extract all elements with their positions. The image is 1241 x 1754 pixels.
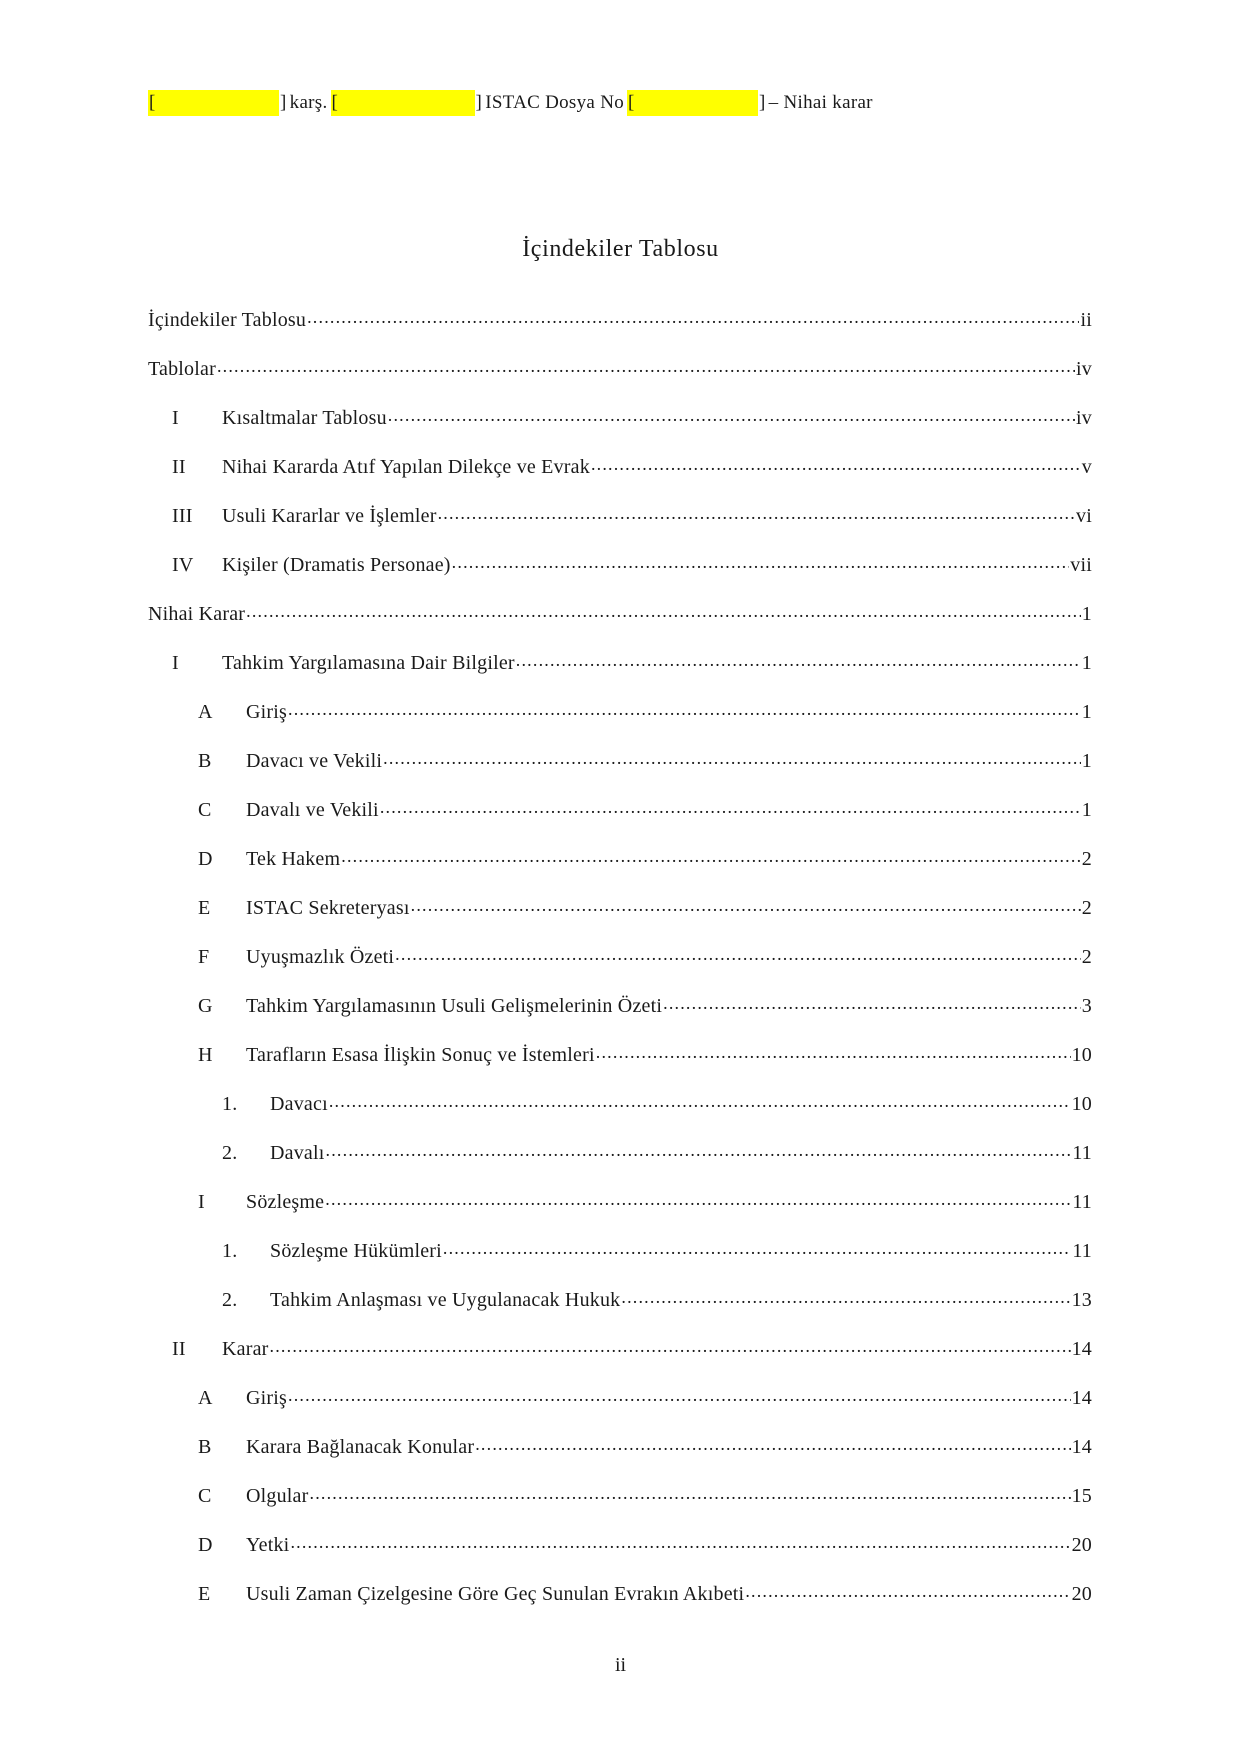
dot-leader: [325, 1188, 1071, 1208]
running-header: [148, 90, 876, 116]
toc-entry[interactable]: [148, 894, 1092, 943]
dot-leader: [395, 943, 1081, 963]
dot-leader: [388, 404, 1075, 424]
redacted-case-number-field: [: [627, 90, 758, 116]
toc-entry[interactable]: [148, 1139, 1092, 1188]
dot-leader: [307, 306, 1079, 326]
bracket-close: ]: [475, 92, 483, 113]
bracket-close: ]: [759, 92, 766, 113]
toc-entry-number: E: [198, 897, 211, 919]
toc-entry-number: G: [198, 995, 213, 1017]
toc-entry-number: F: [198, 946, 210, 968]
toc-entry-number: C: [198, 799, 212, 821]
dot-leader: [411, 894, 1081, 914]
toc-entry-page[interactable]: ii: [1080, 309, 1092, 331]
dot-leader: [516, 649, 1081, 669]
dot-leader: [246, 600, 1081, 620]
toc-entry-number: 1.: [222, 1240, 238, 1262]
toc-entry-number: E: [198, 1583, 211, 1605]
toc-entry-number: I: [172, 652, 179, 674]
toc-entry-number: B: [198, 1436, 212, 1458]
toc-entry-number: B: [198, 750, 212, 772]
redacted-claimant-field: [: [148, 90, 279, 116]
bracket-close: ]: [280, 92, 287, 113]
dot-leader: [591, 453, 1081, 473]
toc-entry[interactable]: [148, 1188, 1092, 1237]
toc-entry[interactable]: [148, 649, 1092, 698]
toc-entry[interactable]: [148, 845, 1092, 894]
case-number-label: ISTAC Dosya No: [485, 92, 625, 113]
table-of-contents: [148, 306, 1092, 1629]
toc-entry-page[interactable]: vi: [1076, 505, 1092, 527]
toc-entry-label[interactable]: Sözleşme Hükümleri: [270, 1240, 442, 1262]
toc-entry-label[interactable]: Davacı ve Vekili: [246, 750, 383, 772]
toc-entry[interactable]: [148, 551, 1092, 600]
toc-entry-number: 1.: [222, 1093, 238, 1115]
toc-entry-number: 2.: [222, 1289, 238, 1311]
toc-entry-label[interactable]: Davacı: [270, 1093, 328, 1115]
toc-entry[interactable]: [148, 943, 1092, 992]
toc-entry-page[interactable]: 20: [1071, 1583, 1092, 1605]
toc-entry[interactable]: [148, 1237, 1092, 1286]
toc-entry-label[interactable]: Uyuşmazlık Özeti: [246, 946, 395, 968]
toc-entry[interactable]: [148, 1286, 1092, 1335]
toc-entry-page[interactable]: 1: [1081, 750, 1092, 772]
toc-entry-page[interactable]: 2: [1081, 946, 1092, 968]
toc-entry-label[interactable]: Yetki: [246, 1534, 290, 1556]
toc-entry-page[interactable]: 13: [1071, 1289, 1092, 1311]
toc-entry-number: D: [198, 1534, 213, 1556]
dot-leader: [443, 1237, 1071, 1257]
toc-entry-page[interactable]: iv: [1076, 407, 1092, 429]
toc-entry-label[interactable]: Giriş: [246, 1387, 287, 1409]
toc-entry-number: 2.: [222, 1142, 238, 1164]
toc-entry-label[interactable]: Davalı ve Vekili: [246, 799, 379, 821]
toc-entry-page[interactable]: 14: [1071, 1338, 1092, 1360]
dot-leader: [745, 1580, 1070, 1600]
redacted-respondent-field: [: [331, 90, 475, 116]
toc-entry-number: IV: [172, 554, 194, 576]
toc-entry-label[interactable]: Kişiler (Dramatis Personae): [222, 554, 451, 576]
toc-entry-label[interactable]: Usuli Zaman Çizelgesine Göre Geç Sunulan Evrakın Akıbeti: [246, 1583, 745, 1605]
toc-entry-number: A: [198, 701, 213, 723]
toc-entry-page[interactable]: 14: [1071, 1436, 1092, 1458]
toc-entry[interactable]: [148, 502, 1092, 551]
toc-entry-page[interactable]: 1: [1081, 652, 1092, 674]
page-title: İçindekiler Tablosu: [522, 236, 719, 262]
toc-entry-label[interactable]: Tarafların Esasa İlişkin Sonuç ve İstemleri: [246, 1044, 595, 1066]
dot-leader: [663, 992, 1081, 1012]
toc-entry-label[interactable]: İçindekiler Tablosu: [148, 309, 307, 331]
toc-entry[interactable]: [148, 1531, 1092, 1580]
toc-entry-label[interactable]: ISTAC Sekreteryası: [246, 897, 410, 919]
toc-entry[interactable]: [148, 1433, 1092, 1482]
toc-entry-number: H: [198, 1044, 213, 1066]
toc-entry-label[interactable]: Sözleşme: [246, 1191, 325, 1213]
toc-entry[interactable]: [148, 1384, 1092, 1433]
toc-entry-page[interactable]: 15: [1071, 1485, 1092, 1507]
toc-entry-page[interactable]: 14: [1071, 1387, 1092, 1409]
toc-entry-label[interactable]: Usuli Kararlar ve İşlemler: [222, 505, 437, 527]
toc-entry-number: II: [172, 456, 186, 478]
toc-entry-page[interactable]: v: [1081, 456, 1092, 478]
dot-leader: [452, 551, 1070, 571]
toc-entry[interactable]: [148, 1041, 1092, 1090]
toc-entry-page[interactable]: 20: [1071, 1534, 1092, 1556]
toc-entry[interactable]: [148, 1090, 1092, 1139]
toc-entry-label[interactable]: Tahkim Anlaşması ve Uygulanacak Hukuk: [270, 1289, 621, 1311]
toc-entry[interactable]: [148, 992, 1092, 1041]
toc-entry-number: C: [198, 1485, 212, 1507]
dot-leader: [621, 1286, 1070, 1306]
toc-entry[interactable]: [148, 600, 1092, 649]
dot-leader: [438, 502, 1075, 522]
toc-entry-label[interactable]: Olgular: [246, 1485, 309, 1507]
toc-entry[interactable]: [148, 306, 1092, 355]
toc-entry-page[interactable]: 11: [1072, 1191, 1092, 1213]
dot-leader: [288, 1384, 1071, 1404]
toc-entry[interactable]: [148, 1335, 1092, 1384]
dot-leader: [329, 1090, 1071, 1110]
toc-entry-label[interactable]: Tahkim Yargılamasına Dair Bilgiler: [222, 652, 515, 674]
toc-entry-label[interactable]: Karar: [222, 1338, 269, 1360]
toc-entry[interactable]: [148, 698, 1092, 747]
toc-entry-page[interactable]: 1: [1081, 701, 1092, 723]
toc-entry[interactable]: [148, 453, 1092, 502]
toc-entry-label[interactable]: Giriş: [246, 701, 287, 723]
toc-entry-page[interactable]: 2: [1081, 897, 1092, 919]
toc-entry-label[interactable]: Karara Bağlanacak Konular: [246, 1436, 475, 1458]
toc-entry-page[interactable]: 3: [1081, 995, 1092, 1017]
toc-entry-page[interactable]: 2: [1081, 848, 1092, 870]
toc-entry-page[interactable]: 11: [1072, 1142, 1092, 1164]
versus-text: karş.: [289, 92, 328, 113]
dot-leader: [217, 355, 1075, 375]
toc-entry-number: I: [172, 407, 179, 429]
toc-entry[interactable]: [148, 796, 1092, 845]
dot-leader: [288, 698, 1081, 718]
dot-leader: [270, 1335, 1071, 1355]
dot-leader: [326, 1139, 1072, 1159]
dot-leader: [383, 747, 1081, 767]
toc-entry-number: A: [198, 1387, 213, 1409]
page-number: ii: [614, 1654, 627, 1676]
toc-entry-label[interactable]: Nihai Kararda Atıf Yapılan Dilekçe ve Evrak: [222, 456, 590, 478]
dot-leader: [310, 1482, 1071, 1502]
toc-entry-label[interactable]: Tahkim Yargılamasının Usuli Gelişmelerinin Özeti: [246, 995, 663, 1017]
toc-entry-label[interactable]: Nihai Karar: [148, 603, 246, 625]
dot-leader: [380, 796, 1081, 816]
toc-entry[interactable]: [148, 1482, 1092, 1531]
toc-entry-page[interactable]: 10: [1071, 1044, 1092, 1066]
toc-entry-label[interactable]: Tablolar: [148, 358, 216, 380]
toc-entry[interactable]: [148, 747, 1092, 796]
toc-entry-label[interactable]: Davalı: [270, 1142, 325, 1164]
toc-entry-number: D: [198, 848, 213, 870]
dot-leader: [475, 1433, 1070, 1453]
toc-entry-number: I: [198, 1191, 205, 1213]
toc-entry-page[interactable]: iv: [1076, 358, 1092, 380]
dot-leader: [290, 1531, 1070, 1551]
toc-entry-number: II: [172, 1338, 186, 1360]
dot-leader: [341, 845, 1081, 865]
document-type-label: – Nihai karar: [768, 92, 873, 113]
dot-leader: [596, 1041, 1071, 1061]
toc-entry-number: III: [172, 505, 193, 527]
toc-entry-page[interactable]: 1: [1081, 799, 1092, 821]
toc-entry-label[interactable]: Kısaltmalar Tablosu: [222, 407, 387, 429]
toc-entry[interactable]: [148, 404, 1092, 453]
toc-entry-page[interactable]: vii: [1070, 554, 1092, 576]
toc-entry-page[interactable]: 10: [1071, 1093, 1092, 1115]
toc-entry[interactable]: [148, 355, 1092, 404]
toc-entry-page[interactable]: 11: [1072, 1240, 1092, 1262]
toc-entry-page[interactable]: 1: [1081, 603, 1092, 625]
toc-entry-label[interactable]: Tek Hakem: [246, 848, 341, 870]
toc-entry[interactable]: [148, 1580, 1092, 1629]
